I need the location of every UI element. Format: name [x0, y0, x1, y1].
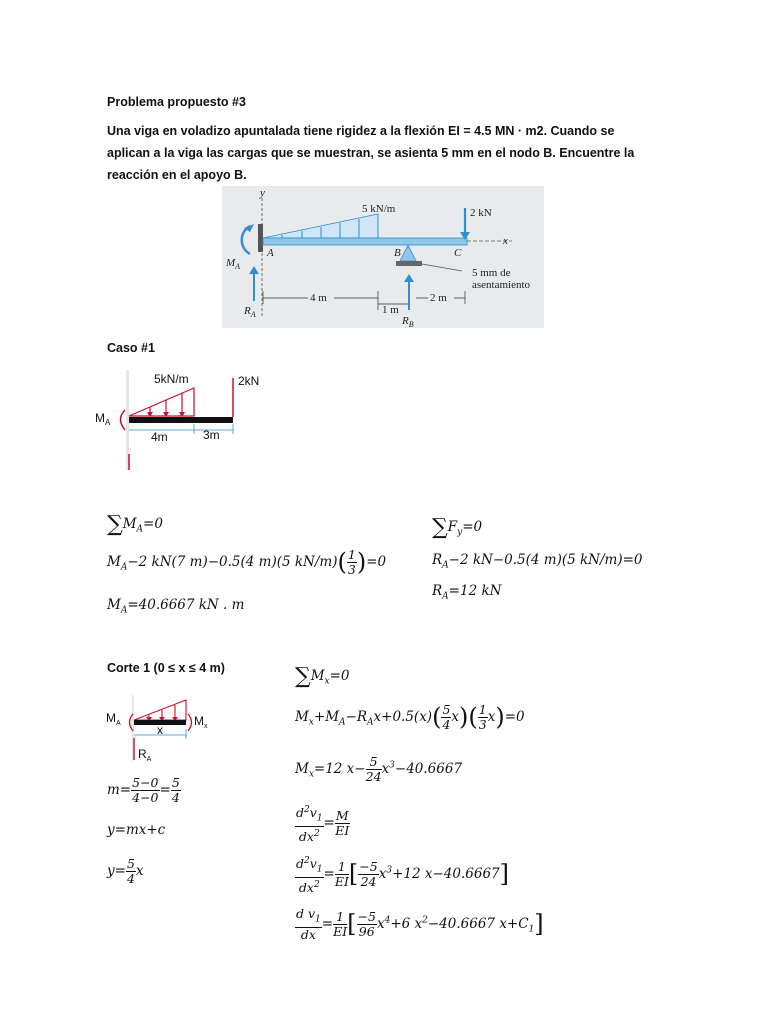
corte1-moment-a: $M_A$: [106, 711, 121, 727]
eq-slope: m= $\frac{5-0}{4-0}$ = $\frac{5}{4}$: [107, 775, 180, 805]
fig-settlement-1: 5 mm de: [472, 267, 511, 279]
fig-load-label: 5 kN/m: [362, 203, 396, 215]
caso1-dim1: 4m: [151, 430, 168, 444]
fig-dim-4m: 4 m: [310, 292, 327, 304]
eq-moment-balance: $M_A-2$ kN(7 m)−0.5(4 m)(5 kN/m)( $\frac{1}{3}$ )=0: [107, 547, 387, 577]
caso1-moment-label: $M_A$: [95, 411, 111, 427]
eq-curvature: $\frac{d^2v_1}{dx^2}$ = $\frac{M}{EI}$: [296, 805, 350, 844]
eq-line-result: y= $\frac{5}{4}$ x: [107, 856, 144, 886]
eq-sum-moments: $\sum M_A=0$: [107, 512, 163, 537]
fig-reaction-a: $R_A$: [244, 305, 256, 319]
fig-point-load-label: 2 kN: [470, 207, 492, 219]
caso1-load-label: 5kN/m: [154, 372, 189, 386]
fig-node-b: B: [394, 247, 401, 259]
eq-force-result: $R_A=12$ kN: [432, 583, 502, 602]
eq-force-balance: $R_A-2$ kN−0.5(4 m)(5 kN/m)=0: [432, 552, 643, 571]
caso1-diagram: [92, 366, 260, 474]
corte1-x-label: x: [157, 723, 163, 737]
corte1-diagram: [104, 692, 220, 764]
fig-axis-y: y: [260, 187, 265, 199]
corte1-heading: Corte 1 (0 ≤ x ≤ 4 m): [107, 661, 225, 675]
eq-curvature-expanded: $\frac{d^2v_1}{dx^2}$ = $\frac{1}{EI}$ [ $\frac{-5}{24}$ $x^3+12$ x−40.6667]: [296, 856, 510, 895]
fig-moment-a: $M_A$: [226, 257, 241, 271]
corte1-moment-x: $M_x$: [194, 714, 208, 730]
corte1-ra-label: $R_A$: [138, 747, 152, 763]
fig-node-a: A: [267, 247, 274, 259]
caso1-point-load-label: 2kN: [238, 374, 260, 388]
beam-figure: [222, 186, 544, 328]
fig-dim-2m: 2 m: [430, 292, 447, 304]
eq-corte-mx: $M_x=12$ x− $\frac{5}{24}$ $x^3-40.6667$: [295, 754, 463, 784]
eq-sum-forces: $\sum F_y=0$: [432, 515, 483, 540]
problem-statement: Una viga en voladizo apuntalada tiene rigidez a la flexión EI = 4.5 MN · m2. Cuando se aplican a la viga las cargas que se muestran, se asienta 5 mm en el nodo B. Encuentre la reacción en el apoyo B.: [107, 124, 635, 182]
fig-node-c: C: [454, 247, 462, 259]
eq-moment-result: $M_A=40.6667$ kN . m: [107, 597, 245, 616]
caso1-dim2: 3m: [203, 428, 220, 442]
caso1-heading: Caso #1: [107, 341, 155, 355]
fig-axis-x: x: [503, 235, 508, 247]
fig-reaction-b: $R_B$: [402, 315, 414, 329]
problem-title: Problema propuesto #3: [107, 95, 246, 109]
eq-corte-sum-moments: $\sum M_x=0$: [295, 664, 350, 689]
eq-slope-integral: $\frac{d v_1}{dx}$ = $\frac{1}{EI}$ [ $\frac{-5}{96}$ $x^4+6$ $x^2-40.6667$ $x+C_1$]: [296, 906, 544, 942]
eq-line: y=mx+c: [107, 822, 166, 838]
fig-dim-1m: 1 m: [382, 304, 399, 316]
eq-corte-moment-balance: $M_x+M_A-R_Ax+0.5(x)$( $\frac{5}{4}$ x)( $\frac{1}{3}$ x)=0: [295, 702, 525, 732]
fig-settlement-2: asentamiento: [472, 279, 531, 291]
